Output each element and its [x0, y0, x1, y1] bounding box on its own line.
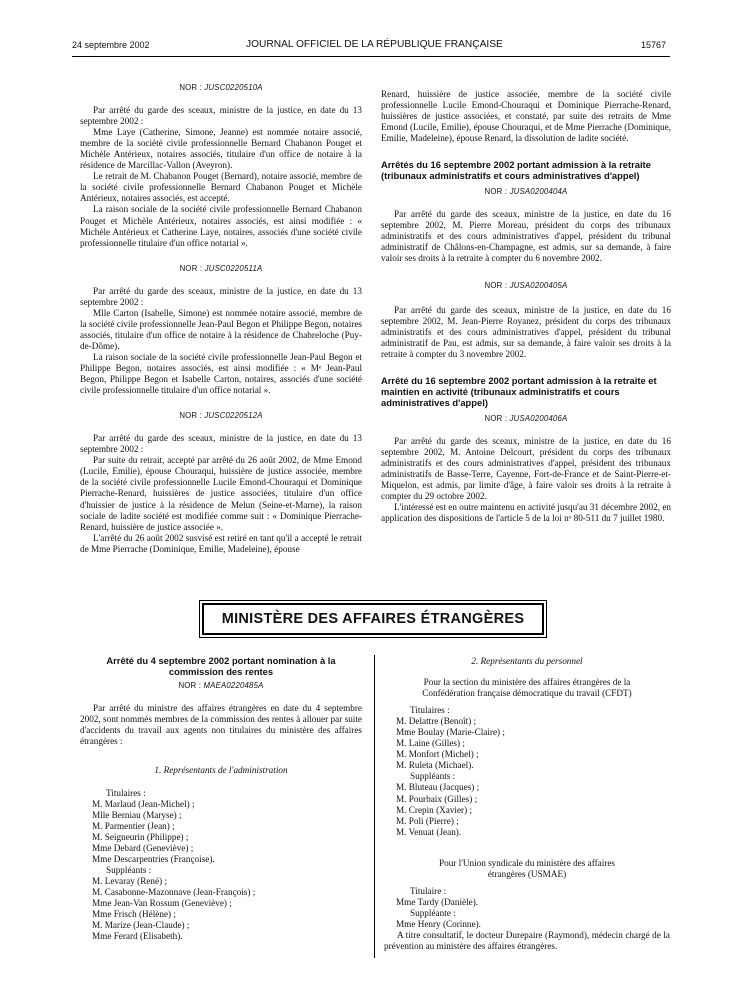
list-item: Mme Ferard (Elisabeth).	[92, 931, 183, 942]
header-rule	[72, 56, 670, 57]
union-heading: Pour la section du ministère des affaires étrangères de la Confédération française démocratique du travail (CFDT)	[422, 677, 632, 699]
list-item: Mme Descarpentries (Françoise).	[92, 854, 215, 865]
list-item: Mlle Berniau (Maryse) ;	[92, 809, 182, 820]
list-item: Mme Tardy (Danièle).	[396, 896, 479, 907]
paragraph: L'intéressé est en outre maintenu en activité jusqu'au 31 décembre 2002, en application des dispositions de l'article 5 de la loi nᵒ 80-511 du 7 juillet 1980.	[381, 502, 671, 524]
paragraph: Renard, huissière de justice associée, membre de la société civile professionnelle Lucile Emond-Chouraqui et Dominique Pierrache-Renard, huissières de justice associées, et constaté, par suite des retraits de Mme Emond (Lucile, Emilie), épouse Chouraqui, et de Mme Pierrache (Dominique, Emilie, Madeleine), épouse Renard, la dissolution de ladite société.	[381, 89, 671, 144]
list-item: M. Marize (Jean-Claude) ;	[92, 920, 190, 931]
list-item: M. Laine (Gilles) ;	[396, 738, 465, 749]
nor-reference: NOR : JUSA0200405A	[484, 281, 568, 291]
list-label: Suppléants :	[410, 771, 456, 782]
list-item: M. Levaray (René) ;	[92, 876, 167, 887]
header-page-number: 15767	[641, 40, 667, 50]
list-label: Titulaire :	[410, 885, 447, 896]
header-journal-title: JOURNAL OFFICIEL DE LA RÉPUBLIQUE FRANÇAISE	[246, 39, 503, 50]
list-label: Suppléante :	[410, 907, 456, 918]
list-item: Mme Debard (Geneviève) ;	[92, 843, 194, 854]
list-item: M. Bluteau (Jacques) ;	[396, 782, 480, 793]
decree-title: Arrêté du 4 septembre 2002 portant nomination à la commission des rentes	[106, 655, 336, 677]
list-item: M. Ruleta (Michael).	[396, 760, 474, 771]
paragraph: Par arrêté du garde des sceaux, ministre de la justice, en date du 13 septembre 2002 :	[80, 105, 362, 127]
list-item: M. Seigneurin (Philippe) ;	[92, 832, 189, 843]
paragraph: Par arrêté du garde des sceaux, ministre de la justice, en date du 13 septembre 2002 :	[80, 285, 362, 307]
ministry-banner: MINISTÈRE DES AFFAIRES ÉTRANGÈRES	[202, 603, 544, 635]
bottom-left-column	[80, 656, 362, 943]
list-item: M. Delattre (Benoît) ;	[396, 716, 477, 727]
list-item: M. Marlaud (Jean-Michel) ;	[92, 798, 195, 809]
list-item: M. Poli (Pierre) ;	[396, 815, 459, 826]
list-item: Mme Frisch (Hélène) ;	[92, 909, 176, 920]
list-item: Mme Jean-Van Rossum (Geneviève) ;	[92, 898, 232, 909]
list-item: M. Venuat (Jean).	[396, 826, 462, 837]
paragraph: Par arrêté du garde des sceaux, ministre de la justice, en date du 16 septembre 2002, M. Antoine Delcourt, président du corps des tribunaux administratifs et des cours administratives d'appel, président des tribunaux administratifs de Basse-Terre, Cayenne, Fort-de-France et de Saint-Pierre-et-Miquelon, est admis, par limite d'âge, à faire valoir ses droits à la retraite à compter du 29 octobre 2002.	[381, 435, 671, 502]
nor-reference: NOR : MAEA0220485A	[178, 680, 264, 690]
union-heading: Pour l'Union syndicale du ministère des affaires étrangères (USMAE)	[438, 857, 615, 879]
paragraph: L'arrêté du 26 août 2002 susvisé est retiré en tant qu'il a accepté le retrait de Mme Pierrache (Dominique, Emilie, Madeleine), épouse	[80, 532, 362, 554]
decree-title: Arrêtés du 16 septembre 2002 portant admission à la retraite (tribunaux administratifs et cours administratives d'appel)	[381, 159, 651, 182]
paragraph: A titre consultatif, le docteur Durepaire (Raymond), médecin chargé de la prévention au ministère des affaires étrangères.	[384, 929, 670, 952]
list-item: M. Monfort (Michel) ;	[396, 749, 479, 760]
section-heading: 2. Représentants du personnel	[471, 656, 583, 666]
list-item: M. Casabonne-Mazonnave (Jean-François) ;	[92, 887, 256, 898]
right-column	[381, 89, 671, 524]
bottom-right-column	[384, 656, 670, 952]
list-label: Titulaires :	[410, 705, 450, 716]
list-label: Suppléants :	[106, 865, 152, 876]
list-item: Mme Henry (Corinne).	[396, 918, 481, 929]
decree-title: Arrêté du 16 septembre 2002 portant admission à la retraite et maintien en activité (tribunaux administratifs et cours administratives d'appel)	[381, 375, 657, 408]
paragraph: Mme Laye (Catherine, Simone, Jeanne) est nommée notaire associé, membre de la société civile professionnelle Bernard Chabanon Pouget et Michèle Antérieux, notaires associés, titulaire d'un office de notaire à la résidence de Marcillac-Vallon (Aveyron).	[80, 127, 362, 171]
paragraph: Par arrêté du garde des sceaux, ministre de la justice, en date du 13 septembre 2002 :	[80, 433, 362, 455]
column-divider	[374, 655, 375, 958]
list-item: Mme Boulay (Marie-Claire) ;	[396, 727, 505, 738]
paragraph: Le retrait de M. Chabanon Pouget (Bernard), notaire associé, membre de la société civile professionnelle Bernard Chabanon Pouget et Michèle Antérieux, notaires associés, est accepté.	[80, 171, 362, 204]
list-item: M. Crepin (Xavier) ;	[396, 804, 473, 815]
left-column	[80, 74, 362, 555]
paragraph: Par arrêté du garde des sceaux, ministre de la justice, en date du 16 septembre 2002, M. Pierre Moreau, président du corps des tribunaux administratifs et des cours administratives d'appel, président du tribunal administratif de Châlons-en-Champagne, est admis, sur sa demande, à faire valoir ses droits à la retraite à compter du 6 novembre 2002.	[381, 208, 671, 264]
header-date: 24 septembre 2002	[72, 40, 150, 50]
nor-reference: NOR : JUSC0220511A	[179, 263, 263, 273]
nor-reference: NOR : JUSA0200406A	[484, 413, 568, 423]
paragraph: La raison sociale de la société civile professionnelle Jean-Paul Begon et Philippe Begon, notaires associés, est ainsi modifiée : « Mᵉ Jean-Paul Begon, Philippe Begon et Isabelle Carton, notaires, associés d'une société civile professionnelle titulaire d'un office notarial ».	[80, 351, 362, 396]
list-item: M. Parmentier (Jean) ;	[92, 821, 175, 832]
paragraph: Par arrêté du ministre des affaires étrangères en date du 4 septembre 2002, sont nommés membres de la commission des rentes à allouer par suite d'accidents du travail aux agents non titulaires du ministère des affaires étrangères :	[80, 702, 362, 746]
nor-reference: NOR : JUSC0220510A	[179, 83, 263, 92]
paragraph: Par arrêté du garde des sceaux, ministre de la justice, en date du 16 septembre 2002, M. Jean-Pierre Royanez, président du corps des tribunaux administratifs et des cours administratives d'appel, président du tribunal administratif de Pau, est admis, sur sa demande, à faire valoir ses droits à la retraite à compter du 3 novembre 2002.	[381, 305, 671, 360]
paragraph: La raison sociale de la société civile professionnelle Bernard Chabanon Pouget et Michèle Antérieux, notaires associés, est ainsi modifiée : « Michèle Antérieux et Catherine Laye, notaires, associés d'une société civile professionnelle titulaire d'un office notarial ».	[80, 204, 362, 248]
nor-reference: NOR : JUSC0220512A	[179, 411, 263, 421]
section-heading: 1. Représentants de l'administration	[154, 764, 288, 775]
nor-reference: NOR : JUSA0200404A	[484, 186, 568, 196]
list-item: M. Pourbaix (Gilles) ;	[396, 793, 478, 804]
paragraph: Par suite du retrait, accepté par arrêté du 26 août 2002, de Mme Emond (Lucile, Emilie), épouse Chouraqui, huissière de justice associée, membre de la société civile professionnelle Lucile Emond-Chouraqui et Dominique Pierrache-Renard, huissières de justice associées, titulaire d'un office d'huissier de justice à la résidence de Melun (Seine-et-Marne), la raison sociale de ladite société est modifiée comme suit : « Dominique Pierrache-Renard, huissière de justice associée ».	[80, 455, 362, 532]
list-label: Titulaires :	[106, 787, 146, 798]
paragraph: Mlle Carton (Isabelle, Simone) est nommée notaire associé, membre de la société civile professionnelle Jean-Paul Begon et Philippe Begon, notaires associés, titulaire d'un office de notaire à la résidence de Chabreloche (Puy-de-Dôme).	[80, 307, 362, 351]
